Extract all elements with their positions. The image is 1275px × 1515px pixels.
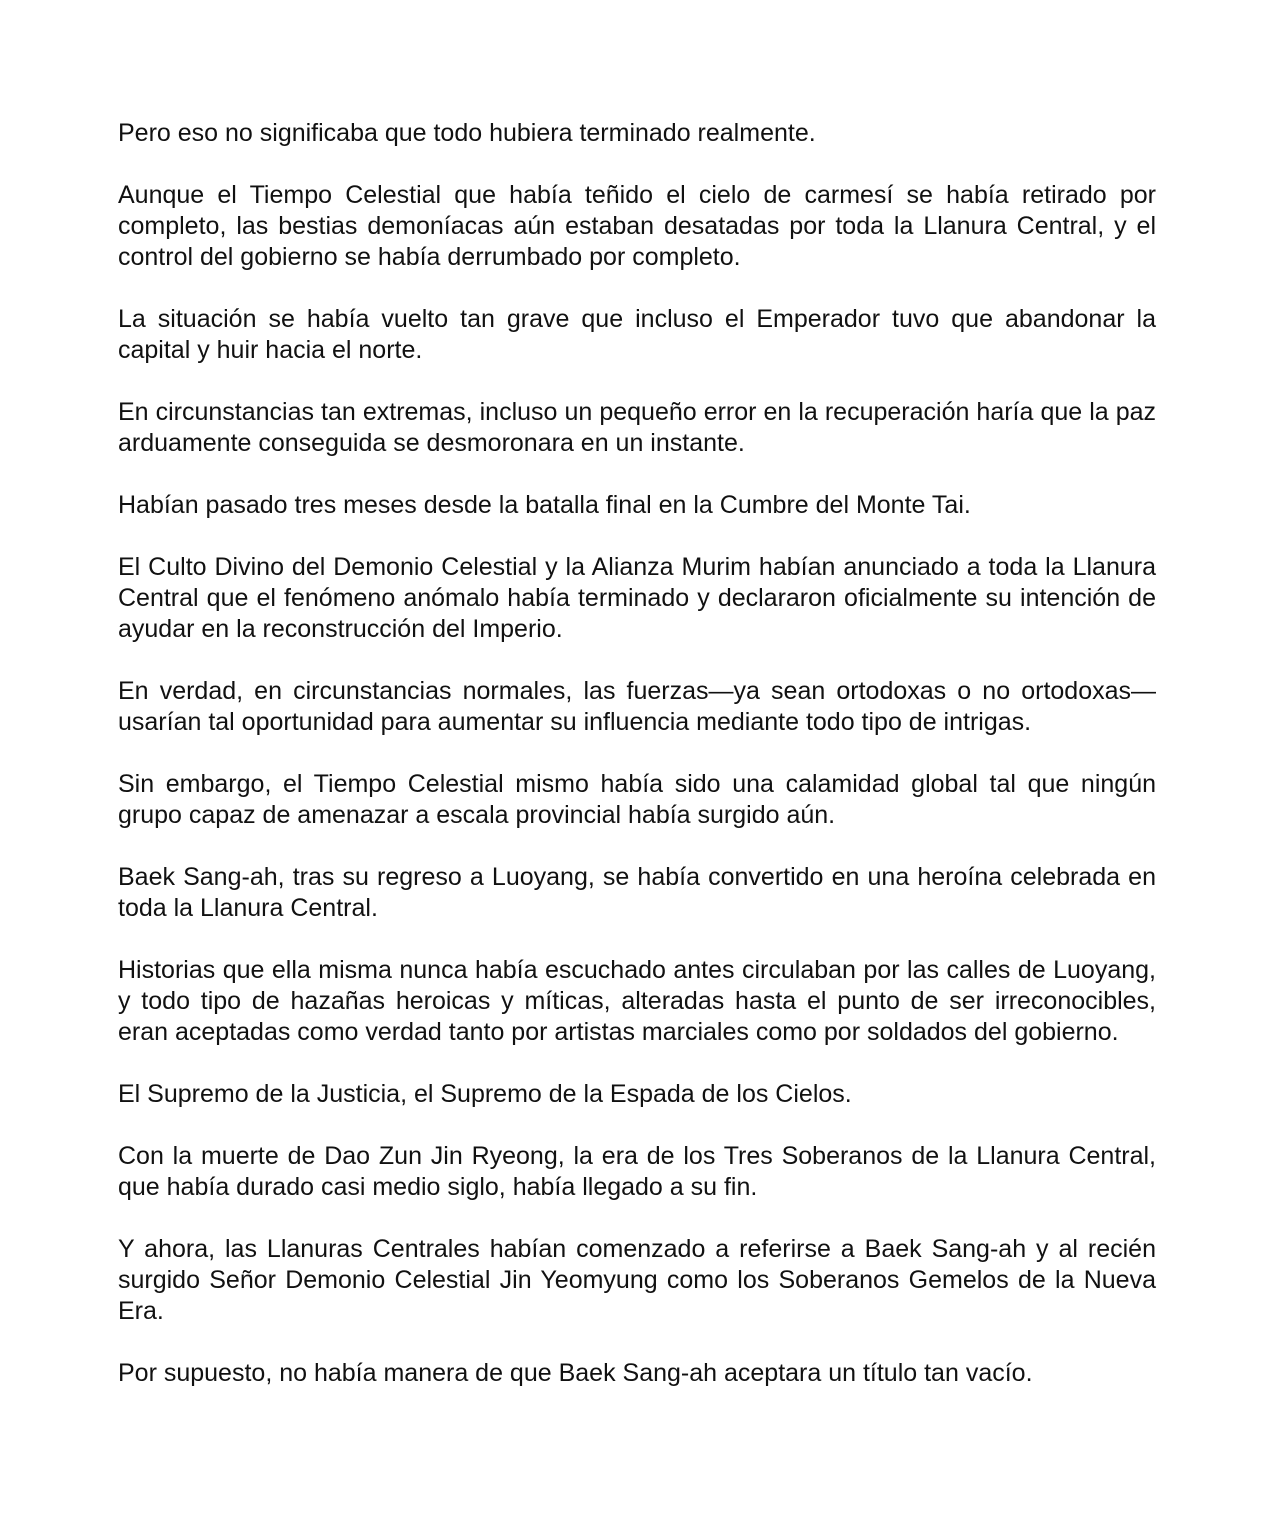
paragraph-2: Aunque el Tiempo Celestial que había teñido el cielo de carmesí se había retirado por completo, las bestias demoníacas aún estaban desatadas por toda la Llanura Central, y el control del gobierno se había derrumbado por completo. <box>118 181 1156 271</box>
document-page <box>118 118 1156 1420</box>
paragraph-11: El Supremo de la Justicia, el Supremo de la Espada de los Cielos. <box>118 1080 852 1108</box>
paragraph-4: En circunstancias tan extremas, incluso un pequeño error en la recuperación haría que la paz arduamente conseguida se desmoronara en un instante. <box>118 398 1156 457</box>
paragraph-10: Historias que ella misma nunca había escuchado antes circulaban por las calles de Luoyang, y todo tipo de hazañas heroicas y míticas, alteradas hasta el punto de ser irreconocibles, eran aceptadas como verdad tanto por artistas marciales como por soldados del gobierno. <box>118 956 1156 1046</box>
paragraph-6: El Culto Divino del Demonio Celestial y la Alianza Murim habían anunciado a toda la Llanura Central que el fenómeno anómalo había terminado y declararon oficialmente su intención de ayudar en la reconstrucción del Imperio. <box>118 553 1156 643</box>
paragraph-1: Pero eso no significaba que todo hubiera terminado realmente. <box>118 119 816 147</box>
paragraph-8: Sin embargo, el Tiempo Celestial mismo había sido una calamidad global tal que ningún grupo capaz de amenazar a escala provincial había surgido aún. <box>118 770 1156 829</box>
paragraph-3: La situación se había vuelto tan grave que incluso el Emperador tuvo que abandonar la capital y huir hacia el norte. <box>118 305 1156 364</box>
paragraph-9: Baek Sang-ah, tras su regreso a Luoyang, se había convertido en una heroína celebrada en toda la Llanura Central. <box>118 863 1156 922</box>
paragraph-7: En verdad, en circunstancias normales, las fuerzas—ya sean ortodoxas o no ortodoxas—usarían tal oportunidad para aumentar su influencia mediante todo tipo de intrigas. <box>118 677 1156 736</box>
paragraph-12: Con la muerte de Dao Zun Jin Ryeong, la era de los Tres Soberanos de la Llanura Central, que había durado casi medio siglo, había llegado a su fin. <box>118 1142 1156 1201</box>
paragraph-13: Y ahora, las Llanuras Centrales habían comenzado a referirse a Baek Sang-ah y al recién surgido Señor Demonio Celestial Jin Yeomyung como los Soberanos Gemelos de la Nueva Era. <box>118 1235 1156 1325</box>
paragraph-5: Habían pasado tres meses desde la batalla final en la Cumbre del Monte Tai. <box>118 491 971 519</box>
paragraph-14: Por supuesto, no había manera de que Baek Sang-ah aceptara un título tan vacío. <box>118 1359 1033 1387</box>
